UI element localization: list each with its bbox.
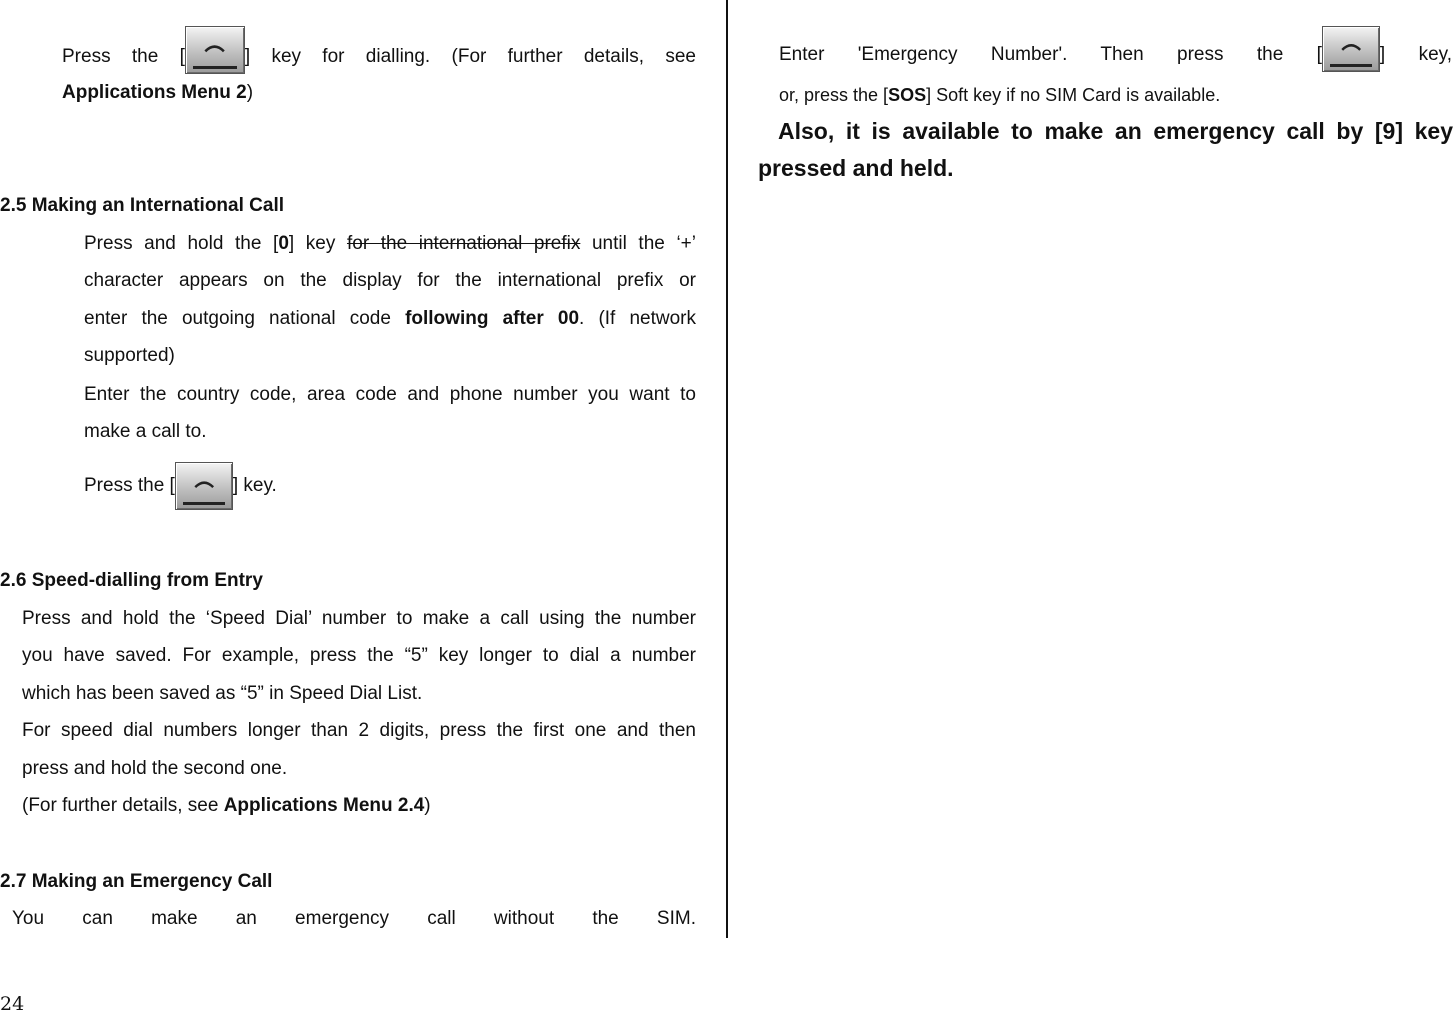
section-heading-2-5: 2.5 Making an International Call [0, 195, 285, 216]
call-key-icon [175, 462, 233, 510]
s25-b1-line4: supported) [84, 345, 175, 366]
s25-b1-line2: character appears on the display for the international prefix or [84, 270, 696, 291]
s25-b1-line1: Press and hold the [0] key for the international prefix until the ‘+’ [84, 233, 696, 254]
s25-b1-line3: enter the outgoing national code following after 00. (If network [84, 308, 696, 329]
right-bold-line-2: pressed and held. [758, 155, 954, 181]
call-key-icon [185, 26, 245, 74]
right-line-2: or, press the [SOS] Soft key if no SIM Card is available. [779, 85, 1221, 105]
section-heading-2-6: 2.6 Speed-dialling from Entry [0, 570, 263, 591]
section-heading-2-7: 2.7 Making an Emergency Call [0, 871, 273, 892]
s26-line: you have saved. For example, press the “5” key longer to dial a number [22, 645, 696, 666]
intro-line: Press the [ ] key for dialling. (For further details, see [62, 40, 696, 74]
right-bold-line-1: Also, it is available to make an emergency call by [9] key [778, 118, 1453, 144]
s25-b2-line2: make a call to. [84, 421, 207, 442]
call-key-icon [1322, 26, 1380, 72]
s26-reference: (For further details, see Applications Menu 2.4) [22, 795, 431, 816]
column-divider [726, 0, 728, 938]
s26-line: For speed dial numbers longer than 2 digits, press the first one and then [22, 720, 696, 741]
s26-line: Press and hold the ‘Speed Dial’ number to make a call using the number [22, 608, 696, 629]
right-line-1: Enter 'Emergency Number'. Then press the [ ] key, [779, 38, 1452, 72]
s26-line: which has been saved as “5” in Speed Dial List. [22, 683, 423, 704]
s25-b2-line1: Enter the country code, area code and phone number you want to [84, 384, 696, 405]
s26-line: press and hold the second one. [22, 758, 288, 779]
s25-b3-line: Press the [ ] key. [84, 462, 277, 510]
intro-reference: Applications Menu 2) [62, 82, 254, 103]
page-number: 24 [0, 993, 25, 1015]
s27-line: You can make an emergency call without the SIM. [12, 908, 696, 929]
